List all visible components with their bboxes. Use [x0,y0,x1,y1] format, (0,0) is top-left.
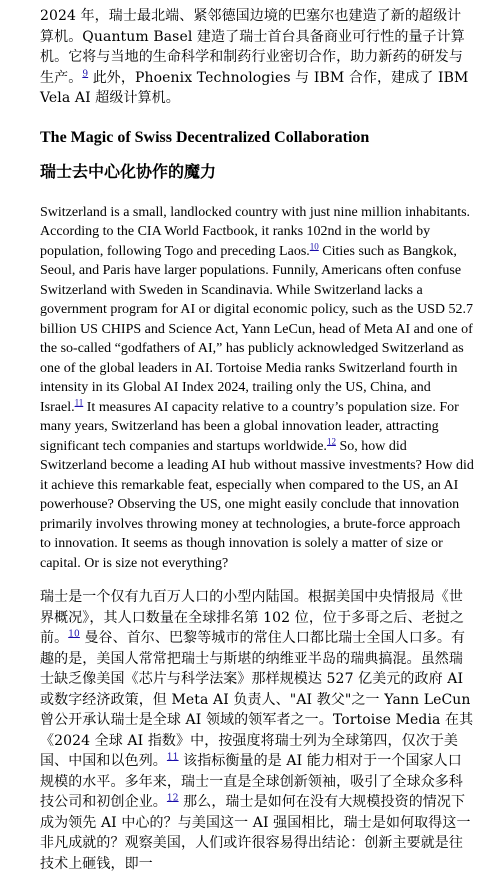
paragraph-zh-part-3: 该指标衡量的是 AI 能力相对于一个国家人口规模的水平。多年来，瑞士一直是全球创新领袖，吸引了全球众多科技公司和初创企业。 [40,753,463,810]
section-heading-zh: 瑞士去中心化协作的魔力 [40,161,217,181]
paragraph-zh-part-1: 瑞士是一个仅有九百万人口的小型内陆国。根据美国中央情报局《世界概况》，其人口数量在全球排名第 102 位，位于多哥之后、老挝之前。 [40,589,464,646]
paragraph-en-part-1: Switzerland is a small, landlocked country with just nine million inhabitants. According to the CIA World Factbook, it ranks 102nd in the world by population, following Togo and preceding Laos. [40,204,471,259]
paragraph-zh-part-2: 曼谷、首尔、巴黎等城市的常住人口都比瑞士全国人口多。有趣的是，美国人常常把瑞士与斯堪的纳维亚半岛的瑞典搞混。虽然瑞士缺乏像美国《芯片与科学法案》那样规模达 527 亿美元的政府 AI 或数字经济政策，但 Meta AI 负责人、"AI 教父"之一 Yann LeCun 曾公开承认瑞士是全球 AI 领域的领军者之一。Tortoise Media 在其《2024 全球 AI 指数》中，按强度将瑞士列为全球第四，仅次于美国、中国和以色列。 [40,630,474,769]
footnote-12-link-en[interactable]: 12 [326,435,336,446]
paragraph-zh-part-4: 那么，瑞士是如何在没有大规模投资的情况下成为领先 AI 中心的？与美国这一 AI 强国相比，瑞士是如何取得这一非凡成就的？观察美国，人们或许很容易得出结论：创新主要就是往技术上砸钱，即一 [40,794,471,872]
footnote-10-link-en[interactable]: 10 [309,240,319,251]
paragraph-en-part-4: So, how did Switzerland become a leading AI hub without massive investments? How did it achieve this remarkable feat, especially when compared to the US, an AI powerhouse? Observing the US, one might easily conclude that innovation primarily involves throwing money at technologies, a brute-force approach to innovation. It seems as though innovation is solely a matter of size or capital. Or is size not everything? [40,438,474,571]
paragraph-en-part-3: It measures AI capacity relative to a country’s population size. For many years, Switzerland has been a global innovation leader, attracting significant tech companies and startups worldwide. [40,399,459,454]
section-heading-en: The Magic of Swiss Decentralized Collaboration [40,128,370,146]
intro-text-2: 此外，Phoenix Technologies 与 IBM 合作，建成了 IBM Vela AI 超级计算机。 [40,69,469,106]
intro-text-1: 2024 年，瑞士最北端、紧邻德国边境的巴塞尔也建造了新的超级计算机。Quantum Basel 建造了瑞士首台具备商业可行性的量子计算机。它将与当地的生命科学和制药行业密切合作，助力新药的研发与生产。 [40,8,465,86]
paragraph-zh [40,587,474,874]
paragraph-en [40,203,474,574]
paragraph-en-part-2: Cities such as Bangkok, Seoul, and Paris have larger populations. Funnily, Americans often confuse Switzerland with Sweden in Scandinavia. While Switzerland lacks a government program for AI or digital economic policy, such as the USD 52.7 billion US CHIPS and Science Act, Yann LeCun, head of Meta AI and one of the so-called “godfathers of AI,” has publicly acknowledged Switzerland as one of the global leaders in AI. Tortoise Media ranks Switzerland fourth in intensity in its Global AI Index 2024, trailing only the US, China, and Israel. [40,243,473,415]
footnote-12-link-zh[interactable]: 12 [166,793,179,804]
footnote-9-link[interactable]: 9 [82,68,89,79]
intro-paragraph [40,0,474,109]
footnote-10-link-zh[interactable]: 10 [68,629,80,640]
footnote-11-link-zh[interactable]: 11 [166,752,179,763]
footnote-11-link-en[interactable]: 11 [74,396,84,407]
